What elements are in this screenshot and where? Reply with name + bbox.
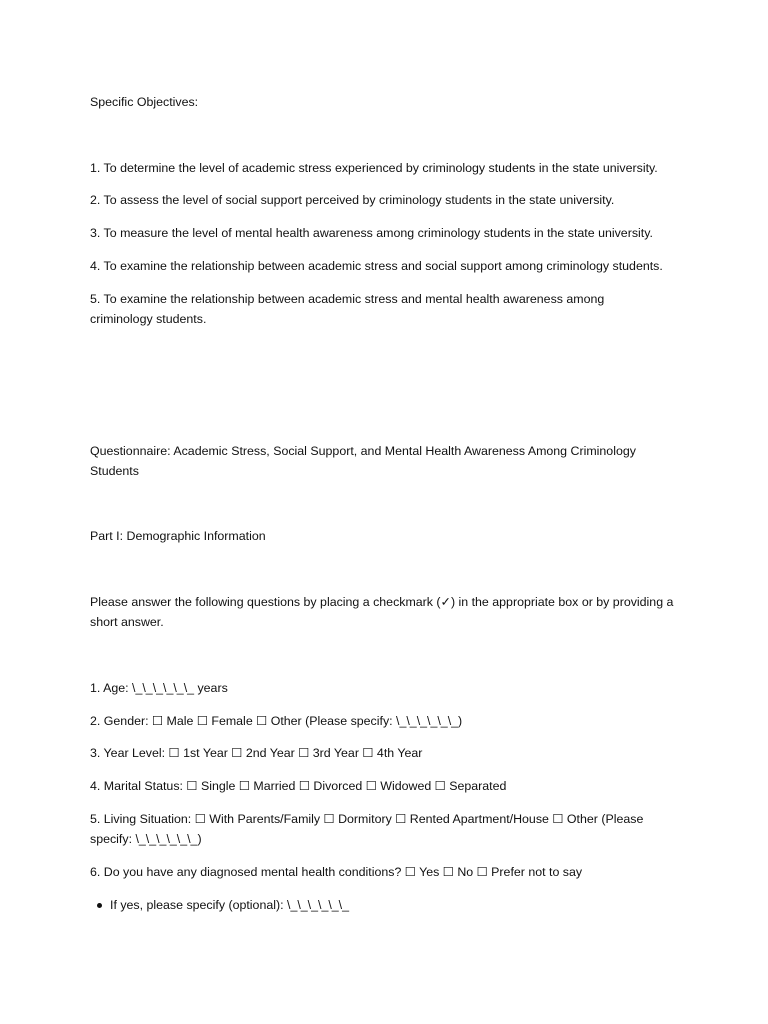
question-mental-health: 6. Do you have any diagnosed mental health conditions? ☐ Yes ☐ No ☐ Prefer not to say — [90, 865, 583, 879]
objective-item-4: 4. To examine the relationship between academic stress and social support among criminology students. — [90, 259, 663, 273]
question-year-level: 3. Year Level: ☐ 1st Year ☐ 2nd Year ☐ 3rd Year ☐ 4th Year — [90, 746, 423, 760]
objective-item-2: 2. To assess the level of social support perceived by criminology students in the state university. — [90, 193, 615, 207]
question-marital-status: 4. Marital Status: ☐ Single ☐ Married ☐ Divorced ☐ Widowed ☐ Separated — [90, 779, 507, 793]
question-gender: 2. Gender: ☐ Male ☐ Female ☐ Other (Please specify: \_\_\_\_\_\_) — [90, 714, 463, 728]
objective-item-3: 3. To measure the level of mental health awareness among criminology students in the state university. — [90, 226, 653, 240]
objectives-heading: Specific Objectives: — [90, 95, 199, 109]
objective-item-5: 5. To examine the relationship between academic stress and mental health awareness among criminology students. — [90, 292, 605, 326]
objective-item-1: 1. To determine the level of academic stress experienced by criminology students in the state university. — [90, 161, 658, 175]
question-age: 1. Age: \_\_\_\_\_\_ years — [90, 681, 228, 695]
bullet-dot-icon — [97, 903, 102, 908]
question-living-situation: 5. Living Situation: ☐ With Parents/Family ☐ Dormitory ☐ Rented Apartment/House ☐ Other (Please specify: \_\_\_\_\_\_) — [90, 812, 644, 846]
followup-bullet-text: If yes, please specify (optional): \_\_\_\_\_\_ — [110, 898, 349, 912]
instructions-text: Please answer the following questions by placing a checkmark (✓) in the appropriate box or by providing a short answer. — [90, 595, 674, 629]
part-heading: Part I: Demographic Information — [90, 529, 266, 543]
questionnaire-title: Questionnaire: Academic Stress, Social Support, and Mental Health Awareness Among Criminology Students — [90, 444, 636, 478]
